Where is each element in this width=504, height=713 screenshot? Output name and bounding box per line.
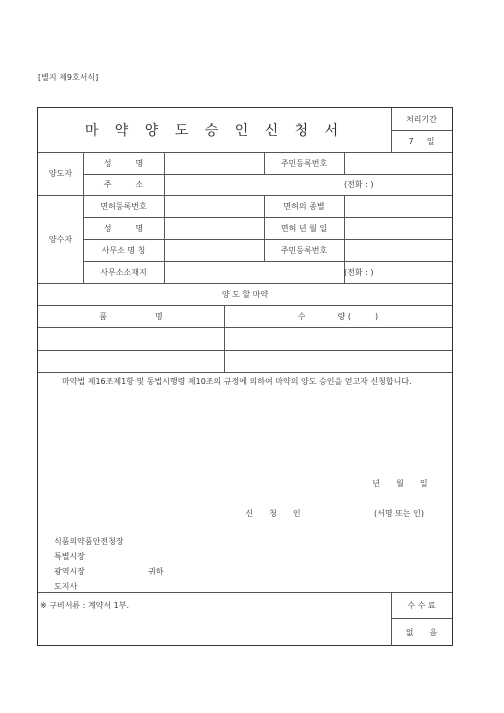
license-date-field[interactable] [344,217,452,239]
rule [38,372,452,373]
transferor-phone-field[interactable]: (전화 : ) [344,180,374,189]
license-date-label: 면허 년 월 일 [280,223,328,233]
office-address-label: 사무소소재지 [100,267,147,277]
transferee-resident-no-field[interactable] [344,239,452,261]
license-number-field[interactable] [164,195,264,217]
transferee-name-field[interactable] [164,217,264,239]
item-name-field[interactable] [38,350,224,372]
transferee-phone-field[interactable]: (전화 : ) [344,267,374,277]
form-number-label: [별지 제9호서식] [38,73,99,82]
drugs-section-header: 양 도 할 마약 [221,289,269,299]
office-name-field[interactable] [164,239,264,261]
required-documents-note: ※ 구비서류 : 계약서 1부. [40,600,130,610]
transferee-resident-no-label: 주민등록번호 [280,245,328,255]
form-title: 마 약 양 도 승 인 신 청 서 [84,123,345,139]
license-number-label: 면허등록번호 [100,201,147,211]
applicant-label: 신 청 인 [245,508,301,518]
license-type-field[interactable] [344,195,452,217]
fee-label: 수 수 료 [407,600,436,610]
office-address-field[interactable] [164,261,344,283]
processing-period-label: 처리기간 [406,114,437,124]
honorific: 귀하 [148,566,164,576]
transferor-section-label: 양도자 [48,169,73,178]
transferee-name-label: 성 명 [103,223,144,233]
fee-value: 없 음 [405,627,438,637]
application-form [37,107,453,646]
quantity-field[interactable] [224,327,452,350]
item-name-field[interactable] [38,327,224,350]
quantity-field[interactable] [224,350,452,372]
quantity-header: 수 량 ( ) [297,311,379,321]
processing-period-value: 7 일 [408,136,435,146]
item-name-header: 품 명 [99,311,163,321]
transferor-name-field[interactable] [164,152,264,174]
transferor-address-label: 주 소 [103,180,144,189]
transferor-address-field[interactable] [164,174,344,195]
recipient-metro-city: 광역시장 [54,566,85,576]
recipient-kfda: 식품의약품안전청장 [54,536,124,546]
signature-field[interactable]: (서명 또는 인) [374,508,424,518]
transferor-resident-no-label: 주민등록번호 [280,158,328,168]
transferee-section-label: 양수자 [48,234,73,244]
transferor-resident-no-field[interactable] [344,152,452,174]
date-line[interactable]: 년 월 일 [372,478,428,488]
transferor-name-label: 성 명 [103,158,144,168]
application-statement: 마약법 제16조제1항 및 동법시행령 제10조의 규정에 의하여 마약의 양도 승인을 얻고자 신청합니다. [62,377,412,386]
recipient-special-city: 특별시장 [54,551,85,561]
office-name-label: 사무소 명 칭 [101,245,146,255]
license-type-label: 면허의 종별 [283,201,325,211]
recipient-province: 도지사 [54,581,78,591]
